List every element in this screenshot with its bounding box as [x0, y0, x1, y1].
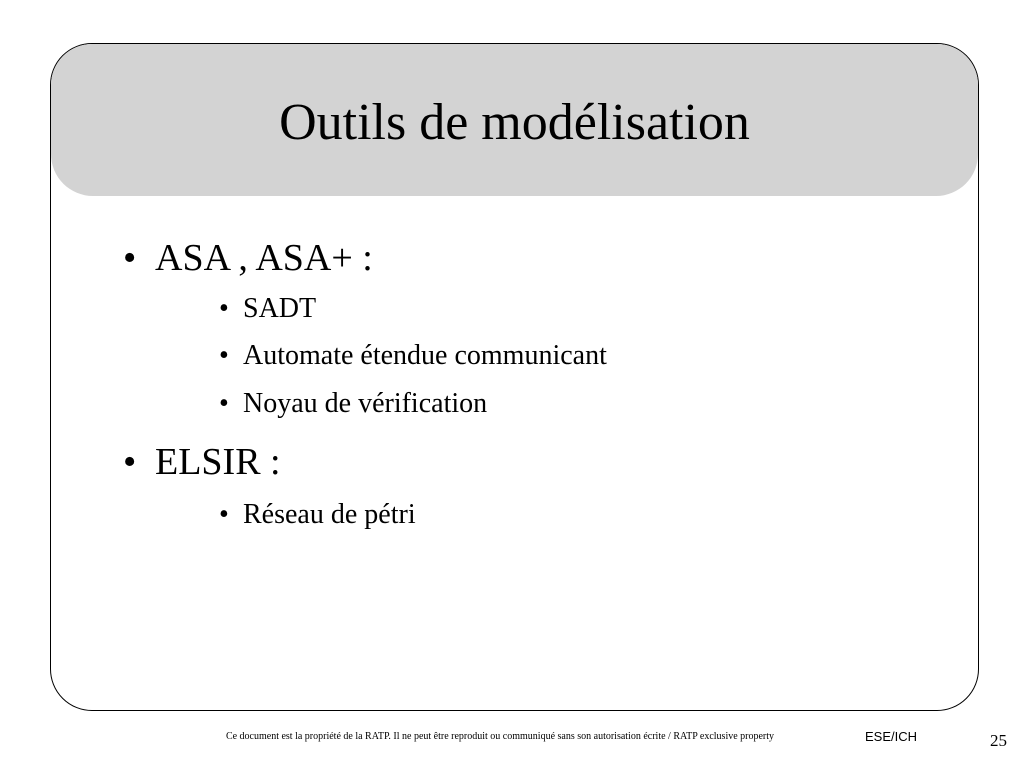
bullet-glyph: • — [219, 499, 229, 530]
sub-bullet-text: Réseau de pétri — [243, 499, 416, 530]
footer-copyright: Ce document est la propriété de la RATP. Il ne peut être reproduit ou communiqué sans son autorisation écrite / RATP exclusive property — [225, 731, 775, 742]
bullet-glyph: • — [123, 237, 137, 279]
sub-bullet-text: SADT — [243, 293, 317, 324]
page-number: 25 — [990, 731, 1007, 750]
slide-frame — [50, 43, 979, 711]
bullet-glyph: • — [123, 441, 137, 483]
bullet-glyph: • — [219, 340, 229, 371]
bullet-text: ELSIR : — [155, 441, 281, 483]
sub-bullet-text: Noyau de vérification — [243, 388, 488, 419]
footer-org-code: ESE/ICH — [865, 729, 918, 744]
bullet-glyph: • — [219, 293, 229, 324]
bullet-text: ASA , ASA+ : — [155, 237, 373, 279]
sub-bullet-text: Automate étendue communicant — [243, 340, 607, 371]
slide-title: Outils de modélisation — [279, 94, 750, 151]
bullet-list — [51, 44, 978, 710]
bullet-glyph: • — [219, 388, 229, 419]
